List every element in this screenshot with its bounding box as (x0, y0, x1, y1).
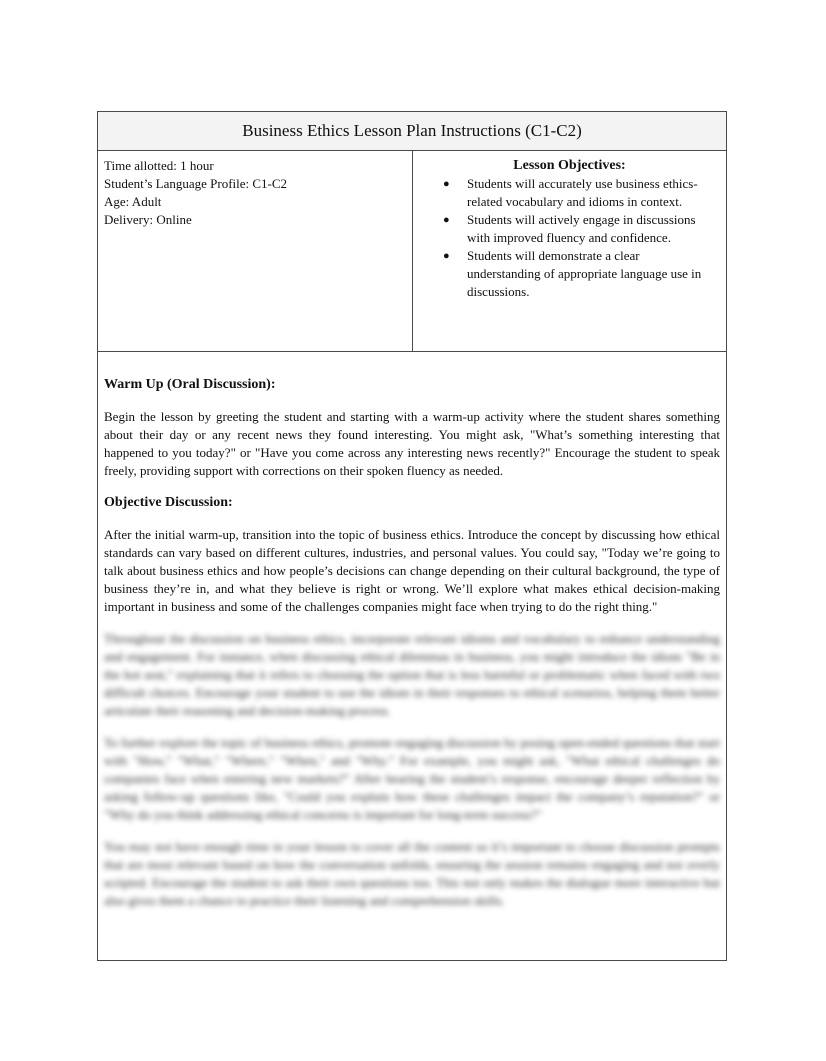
time-allotted: Time allotted: 1 hour (104, 158, 214, 173)
language-profile: Student’s Language Profile: C1-C2 (104, 176, 288, 191)
objective-discussion-heading: Objective Discussion: (104, 495, 233, 510)
lesson-body (98, 352, 726, 910)
info-row (98, 151, 726, 352)
document-title: Business Ethics Lesson Plan Instructions (C1-C2) (98, 112, 726, 151)
age: Age: Adult (104, 194, 162, 209)
blurred-paragraph: You may not have enough time in your lesson to cover all the content so it’s important to choose discussion prompts that are most relevant based on how the conversation unfolds, ensuring the session remains engaging and not overly scripted. Encourage the student to ask their own questions too. This not only makes the dialogue more interactive but also gives them a chance to practice their listening and comprehension skills. (104, 839, 720, 908)
warmup-paragraph: Begin the lesson by greeting the student and starting with a warm-up activity where the student shares something about their day or any recent news they found interesting. You might ask, "What’s something interesting that happened to you today?" or "Have you come across any interesting news recently?" Encourage the student to speak freely, providing support with corrections on their spoken fluency as needed. (104, 409, 720, 478)
bullet-icon: ● (443, 250, 450, 262)
lesson-objectives (413, 151, 726, 351)
bullet-icon: ● (443, 214, 450, 226)
bullet-icon: ● (443, 178, 450, 190)
lesson-plan-table (97, 111, 727, 961)
lesson-details (98, 151, 413, 351)
blurred-content (104, 630, 720, 910)
objectives-list (421, 175, 718, 301)
warmup-heading: Warm Up (Oral Discussion): (104, 377, 276, 392)
objective-item: ● Students will demonstrate a clear understanding of appropriate language use in discussions. (443, 248, 702, 299)
delivery: Delivery: Online (104, 212, 192, 227)
blurred-paragraph: To further explore the topic of business ethics, promote engaging discussion by posing open-ended questions that start with "How," "What," "Where," "When," and "Why." For example, you might ask, "What ethical challenges do companies face when entering new markets?" After hearing the student’s response, encourage deeper reflection by asking follow-up questions like, "Could you explain how these challenges impact the company’s reputation?" or "Why do you think addressing ethical concerns is important for long-term success?" (104, 735, 720, 822)
objective-discussion-paragraph: After the initial warm-up, transition into the topic of business ethics. Introduce the concept by discussing how ethical standards can vary based on different cultures, industries, and personal values. You could say, "Today we’re going to talk about business ethics and how people’s decisions can change depending on their cultural background, the type of business they’re in, and what they believe is right or wrong. We’ll explore what makes ethical decision-making important in business and some of the challenges companies might face when trying to do the right thing." (104, 527, 720, 614)
objective-item: ● Students will accurately use business ethics-related vocabulary and idioms in context. (443, 176, 698, 209)
objective-item: ● Students will actively engage in discussions with improved fluency and confidence. (443, 212, 696, 245)
objectives-heading: Lesson Objectives: (513, 158, 626, 173)
blurred-paragraph: Throughout the discussion on business ethics, incorporate relevant idioms and vocabulary to enhance understanding and engagement. For instance, when discussing ethical dilemmas in business, you might introduce the idiom "Be in the hot seat," explaining that it refers to choosing the option that is less harmful or problematic when faced with two difficult choices. Encourage your student to use the idiom in their responses to ethical scenarios, helping them better articulate their reasoning and decision-making process. (104, 631, 720, 718)
